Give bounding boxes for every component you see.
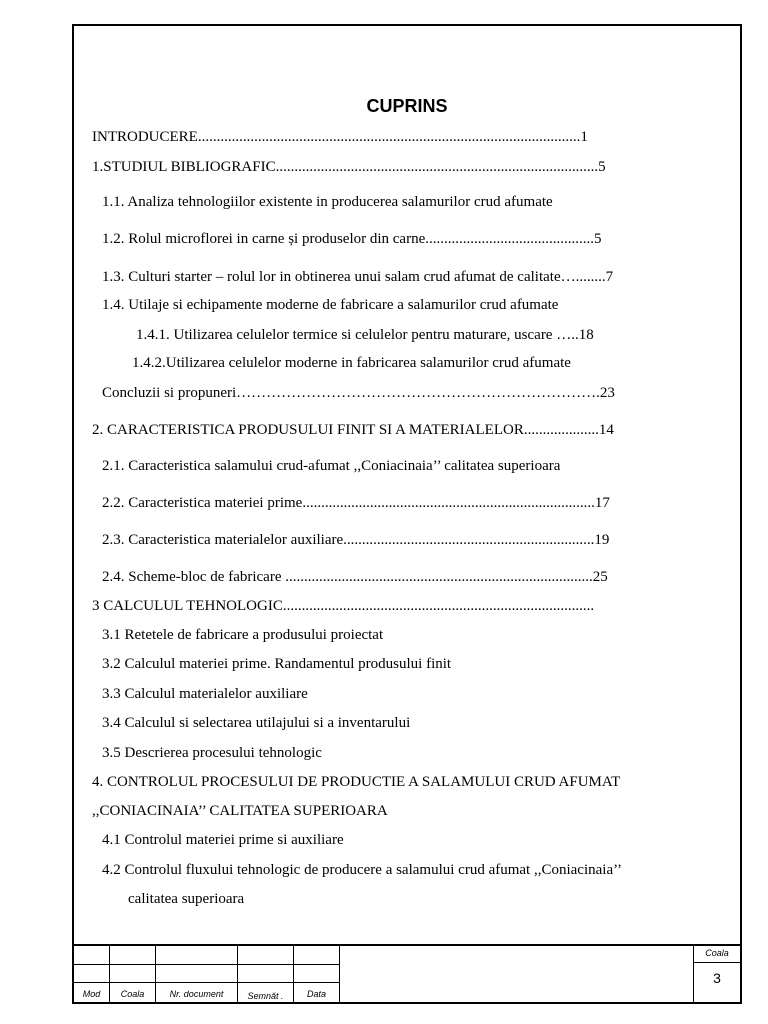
stamp-col-mod bbox=[74, 946, 110, 1002]
toc-entry: 3 CALCULUL TEHNOLOGIC................................................................................... bbox=[92, 598, 595, 614]
toc-entry: 3.1 Retetele de fabricare a produsului proiectat bbox=[102, 627, 384, 643]
stamp-label-coala: Coala bbox=[120, 989, 145, 999]
toc-entry: ,,CONIACINAIA’’ CALITATEA SUPERIOARA bbox=[92, 803, 388, 819]
toc-entry: 1.4. Utilaje si echipamente moderne de fabricare a salamurilor crud afumate bbox=[102, 297, 559, 313]
stamp-label-nr-document: Nr. document bbox=[169, 989, 224, 999]
stamp-col-nr-document bbox=[156, 946, 238, 1002]
toc-entry: 3.3 Calculul materialelor auxiliare bbox=[102, 686, 308, 702]
toc-entry: 2.4. Scheme-bloc de fabricare ..................................................................................25 bbox=[102, 569, 608, 585]
toc-entry: 1.2. Rolul microflorei in carne și produselor din carne.............................................5 bbox=[102, 231, 602, 247]
toc-entry: 3.2 Calculul materiei prime. Randamentul produsului finit bbox=[102, 656, 452, 672]
toc-entry: 3.4 Calculul si selectarea utilajului si a inventarului bbox=[102, 715, 411, 731]
sheet-label: Coala bbox=[705, 948, 729, 958]
stamp-label-semnat: Semnăt . bbox=[247, 991, 284, 1001]
toc-entry: calitatea superioara bbox=[128, 891, 245, 907]
title-block bbox=[74, 944, 740, 1002]
toc-entry: 4.1 Controlul materiei prime si auxiliare bbox=[102, 832, 344, 848]
stamp-col-data bbox=[294, 946, 340, 1002]
toc-entry: 4.2 Controlul fluxului tehnologic de producere a salamului crud afumat ,,Coniacinaia’’ bbox=[102, 862, 622, 878]
page-title: CUPRINS bbox=[366, 96, 448, 116]
page-frame bbox=[72, 24, 742, 1004]
toc-entry: 1.4.2.Utilizarea celulelor moderne in fabricarea salamurilor crud afumate bbox=[132, 355, 571, 371]
toc-entry: 1.3. Culturi starter – rolul lor in obtinerea unui salam crud afumat de calitate…........7 bbox=[102, 269, 614, 285]
toc-entry: 1.4.1. Utilizarea celulelor termice si celulelor pentru maturare, uscare …..18 bbox=[136, 327, 594, 343]
toc-entry: INTRODUCERE......................................................................................................1 bbox=[92, 129, 588, 145]
toc-entry: 2. CARACTERISTICA PRODUSULUI FINIT SI A MATERIALELOR....................14 bbox=[92, 422, 614, 438]
sheet-number: 3 bbox=[713, 970, 721, 986]
toc-entry: 3.5 Descrierea procesului tehnologic bbox=[102, 745, 322, 761]
toc-entry: 4. CONTROLUL PROCESULUI DE PRODUCTIE A SALAMULUI CRUD AFUMAT bbox=[92, 774, 621, 790]
stamp-label-data: Data bbox=[306, 989, 326, 999]
toc-entry: 2.2. Caracteristica materiei prime..............................................................................17 bbox=[102, 495, 610, 511]
stamp-col-semnat bbox=[238, 946, 294, 1002]
toc-entry: Concluzii si propuneri……………………………………………………………….23 bbox=[102, 385, 615, 401]
toc-entry: 1.STUDIUL BIBLIOGRAFIC......................................................................................5 bbox=[92, 159, 606, 175]
toc-entry: 1.1. Analiza tehnologiilor existente in producerea salamurilor crud afumate bbox=[102, 194, 553, 210]
sheet-divider bbox=[694, 962, 740, 963]
toc-entry: 2.3. Caracteristica materialelor auxiliare...................................................................19 bbox=[102, 532, 610, 548]
stamp-col-coala bbox=[110, 946, 156, 1002]
sheet-number-box bbox=[693, 946, 740, 1002]
toc-entry: 2.1. Caracteristica salamului crud-afumat ,,Coniacinaia’’ calitatea superioara bbox=[102, 458, 561, 474]
stamp-label-mod: Mod bbox=[82, 989, 101, 999]
